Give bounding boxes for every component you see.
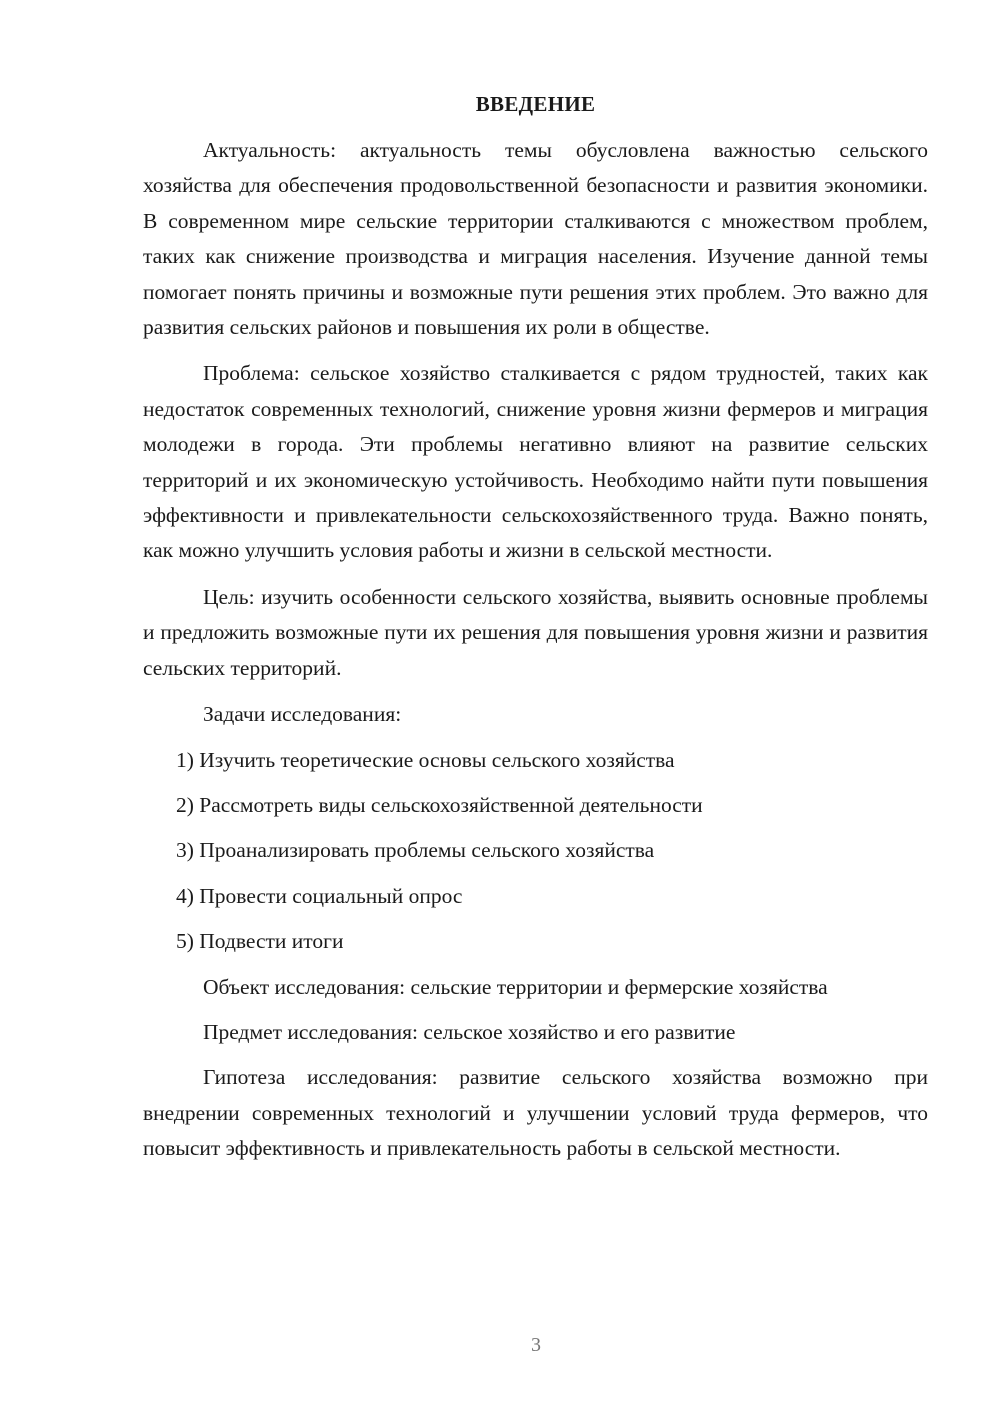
research-object: Объект исследования: сельские территории и фермерские хозяйства	[203, 974, 828, 999]
paragraph-relevance: Актуальность: актуальность темы обусловлена важностью сельского хозяйства для обеспечения продовольственной безопасности и развития экономики. В современном мире сельские территории сталкиваются с множеством проблем, таких как снижение производства и миграция населения. Изучение данной темы помогает понять причины и возможные пути решения этих проблем. Это важно для развития сельских районов и повышения их роли в обществе.	[143, 138, 928, 340]
paragraph-hypothesis: Гипотеза исследования: развитие сельского хозяйства возможно при внедрении современных технологий и улучшении условий труда фермеров, что повысит эффективность и привлекательность работы в сельской местности.	[143, 1065, 928, 1161]
paragraph-goal: Цель: изучить особенности сельского хозяйства, выявить основные проблемы и предложить возможные пути их решения для повышения уровня жизни и развития сельских территорий.	[143, 584, 928, 680]
list-item: 3) Проанализировать проблемы сельского хозяйства	[176, 838, 655, 863]
document-page	[143, 92, 928, 1178]
list-item: 4) Провести социальный опрос	[176, 883, 463, 908]
list-item: 2) Рассмотреть виды сельскохозяйственной деятельности	[176, 792, 703, 817]
page-number: 3	[531, 1334, 541, 1356]
research-subject: Предмет исследования: сельское хозяйство и его развитие	[203, 1019, 736, 1044]
list-item: 1) Изучить теоретические основы сельского хозяйства	[176, 747, 675, 772]
tasks-heading: Задачи исследования:	[203, 702, 402, 727]
page-title: ВВЕДЕНИЕ	[475, 92, 596, 116]
list-item: 5) Подвести итоги	[176, 929, 344, 954]
tasks-list	[143, 743, 928, 960]
paragraph-problem: Проблема: сельское хозяйство сталкивается с рядом трудностей, таких как недостаток современных технологий, снижение уровня жизни фермеров и миграция молодежи в города. Эти проблемы негативно влияют на развитие сельских территорий и их экономическую устойчивость. Необходимо найти пути повышения эффективности и привлекательности сельскохозяйственного труда. Важно понять, как можно улучшить условия работы и жизни в сельской местности.	[143, 361, 928, 563]
